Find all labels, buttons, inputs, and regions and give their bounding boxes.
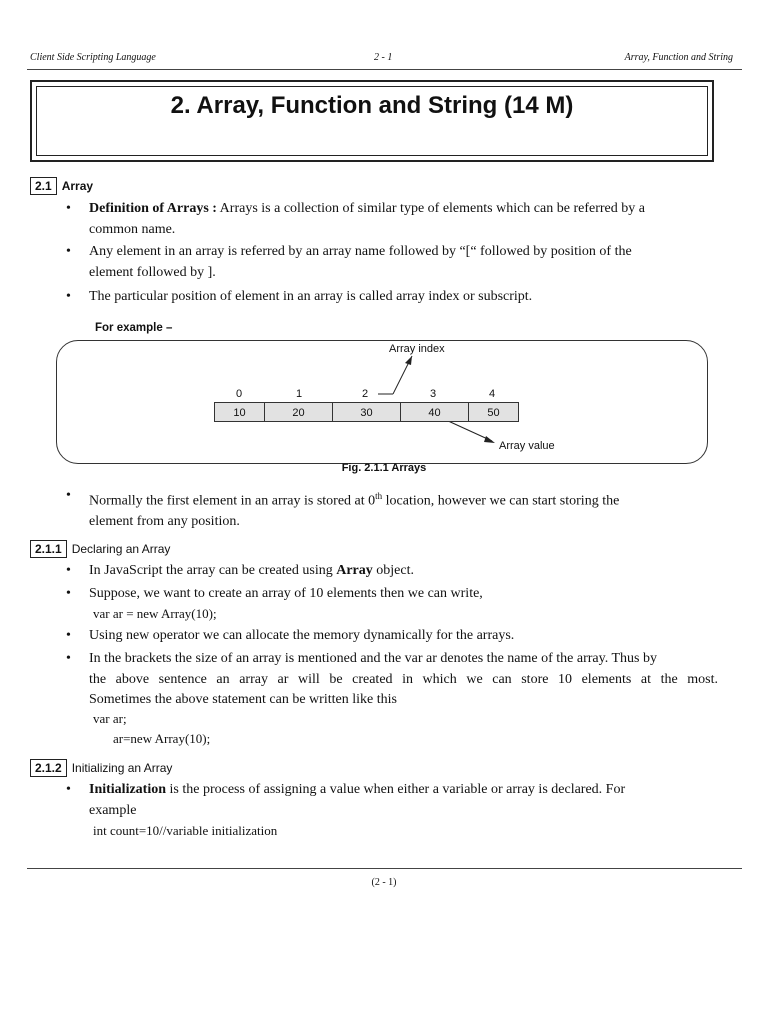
chapter-title: 2. Array, Function and String (14 M) (170, 92, 574, 119)
section-title: Declaring an Array (71, 542, 171, 556)
value-arrow-line (446, 420, 492, 441)
array-index: 2 (362, 388, 369, 400)
code-line: var ar; (93, 711, 127, 726)
code-line: ar=new Array(10); (113, 731, 211, 746)
bullet-icon: • (66, 628, 71, 643)
for-example-label: For example – (95, 322, 173, 334)
list-item: • Normally the first element in an array is stored at 0th location, however we can start storing the element from any position. (66, 488, 620, 530)
bullet-icon: • (66, 563, 71, 578)
array-value-label: Array value (499, 440, 555, 452)
bullet-icon: • (66, 289, 71, 304)
list-item: • Definition of Arrays : Arrays is a collection of similar type of elements which can be referred by a common name. (66, 201, 645, 237)
list-item: • In JavaScript the array can be created using Array object. (66, 561, 718, 582)
term-bold: Definition of Arrays : (89, 201, 217, 216)
array-index: 3 (430, 388, 437, 400)
list-item: • Any element in an array is referred by an array name followed by “[“ followed by position of the element followed by ]. (66, 244, 632, 280)
bullet-icon: • (66, 782, 71, 797)
array-cell: 30 (332, 402, 401, 422)
array-cell: 50 (468, 402, 519, 422)
footer-rule (27, 868, 742, 869)
value-arrowhead (484, 436, 495, 443)
array-index: 0 (236, 388, 243, 400)
array-cell: 10 (214, 402, 265, 422)
list-item: • Suppose, we want to create an array of 10 elements then we can write, (66, 584, 718, 605)
array-index-label: Array index (389, 343, 445, 355)
header-right: Array, Function and String (624, 52, 733, 63)
array-cell: 20 (264, 402, 333, 422)
section-title: Array (61, 179, 94, 193)
code-line: int count=10//variable initialization (93, 823, 278, 838)
section-number: 2.1 (30, 177, 57, 195)
array-index: 1 (296, 388, 303, 400)
index-arrowhead (405, 356, 412, 365)
bullet-icon: • (66, 651, 71, 666)
header-page-number: 2 - 1 (374, 52, 393, 63)
section-number: 2.1.1 (30, 540, 67, 558)
figure-caption: Fig. 2.1.1 Arrays (341, 462, 427, 474)
section-number: 2.1.2 (30, 759, 67, 777)
list-item: • In the brackets the size of an array is mentioned and the var ar denotes the name of the array. Thus by the above sentence an array ar will be created in which we can store 10 elements at the most. Sometimes the above statement can be written like this (66, 651, 718, 707)
list-item: • Initialization is the process of assigning a value when either a variable or array is declared. For example (66, 782, 626, 818)
list-item: • The particular position of element in an array is called array index or subscript. (66, 287, 718, 308)
bullet-icon: • (66, 586, 71, 601)
array-index: 4 (489, 388, 496, 400)
array-cell: 40 (400, 402, 469, 422)
section-2-1-2-heading (30, 759, 172, 777)
section-2-1-1-heading (30, 540, 170, 558)
bullet-icon: • (66, 488, 71, 503)
list-item: • Using new operator we can allocate the memory dynamically for the arrays. (66, 626, 718, 647)
header-left: Client Side Scripting Language (30, 52, 156, 63)
bullet-icon: • (66, 244, 71, 259)
code-line: var ar = new Array(10); (93, 606, 217, 621)
section-title: Initializing an Array (71, 761, 173, 775)
footer-page-number: (2 - 1) (371, 877, 397, 888)
bullet-icon: • (66, 201, 71, 216)
